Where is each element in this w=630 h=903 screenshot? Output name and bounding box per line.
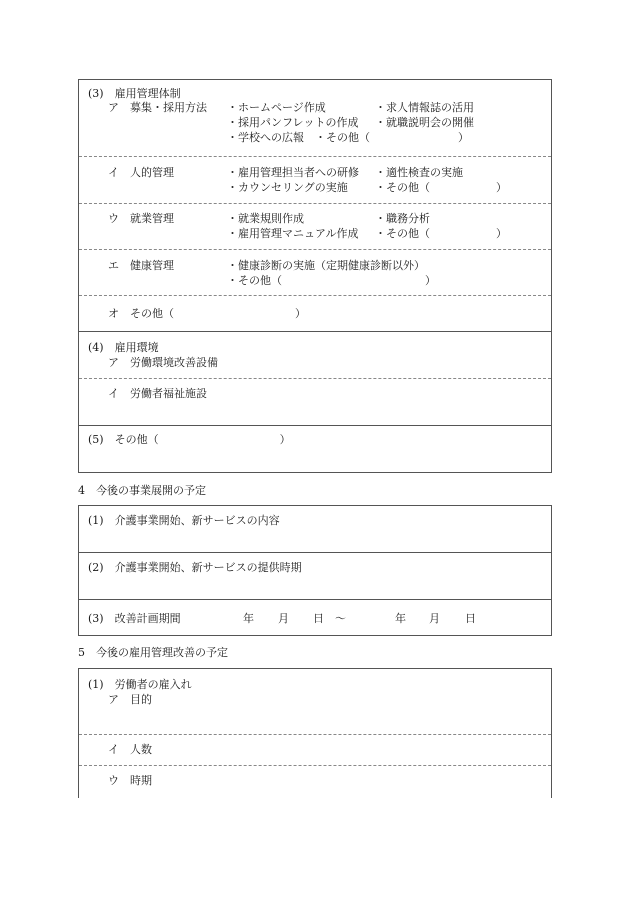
option-homepage: ・ホームページ作成 [227,101,326,114]
option-other: ・その他（ ） [227,274,436,287]
purpose-label: ア 目的 [108,693,152,706]
option-job-magazine: ・求人情報誌の活用 [375,101,474,114]
divider [79,425,551,426]
end-month-unit: 月 [429,612,440,625]
end-day-unit: 日 [465,612,476,625]
box-right-border [551,668,552,798]
divider [79,599,551,600]
service-content-label: (1) 介護事業開始、新サービスの内容 [88,514,280,527]
divider [79,295,551,296]
option-job-fair: ・就職説明会の開催 [375,116,474,129]
section-4-header: (4) 雇用環境 [88,341,159,354]
option-counseling: ・カウンセリングの実施 [227,181,348,194]
period-tilde: ～ [335,612,346,625]
work-management-label: ウ 就業管理 [108,212,174,225]
start-day-unit: 日 [313,612,324,625]
section-5-label: (5) その他（ ） [88,433,291,446]
divider [79,552,551,553]
option-manual: ・雇用管理マニュアル作成 [227,227,359,240]
hiring-label: (1) 労働者の雇入れ [88,678,192,691]
divider [79,156,551,157]
timing-label: ウ 時期 [108,774,152,787]
section-5-title: 5 今後の雇用管理改善の予定 [78,646,228,659]
divider [79,765,551,766]
start-year-unit: 年 [243,612,254,625]
option-health-checkup: ・健康診断の実施（定期健康診断以外） [227,259,425,272]
option-pamphlet: ・採用パンフレットの作成 [227,116,359,129]
option-other: ・その他（ ） [375,227,507,240]
personnel-label: イ 人的管理 [108,166,174,179]
welfare-facility-label: イ 労働者福祉施設 [108,387,207,400]
work-environment-label: ア 労働環境改善設備 [108,356,218,369]
divider [79,203,551,204]
box-left-border [78,668,79,798]
other-label: オ その他（ ） [108,307,306,320]
end-year-unit: 年 [395,612,406,625]
section-3-header: (3) 雇用管理体制 [88,87,181,100]
option-other: ・その他（ ） [375,181,507,194]
section-4-title: 4 今後の事業展開の予定 [78,484,206,497]
headcount-label: イ 人数 [108,743,152,756]
option-school-pr: ・学校への広報 ・その他（ ） [227,131,469,144]
divider [79,378,551,379]
option-training: ・雇用管理担当者への研修 [227,166,359,179]
plan-period-label: (3) 改善計画期間 [88,612,181,625]
start-month-unit: 月 [278,612,289,625]
health-label: エ 健康管理 [108,259,174,272]
divider [79,249,551,250]
box-top-border [78,668,552,669]
option-aptitude: ・適性検査の実施 [375,166,463,179]
service-timing-label: (2) 介護事業開始、新サービスの提供時期 [88,561,302,574]
divider [79,331,551,332]
recruitment-label: ア 募集・採用方法 [108,101,207,114]
option-job-analysis: ・職務分析 [375,212,430,225]
divider [79,734,551,735]
option-work-rules: ・就業規則作成 [227,212,304,225]
